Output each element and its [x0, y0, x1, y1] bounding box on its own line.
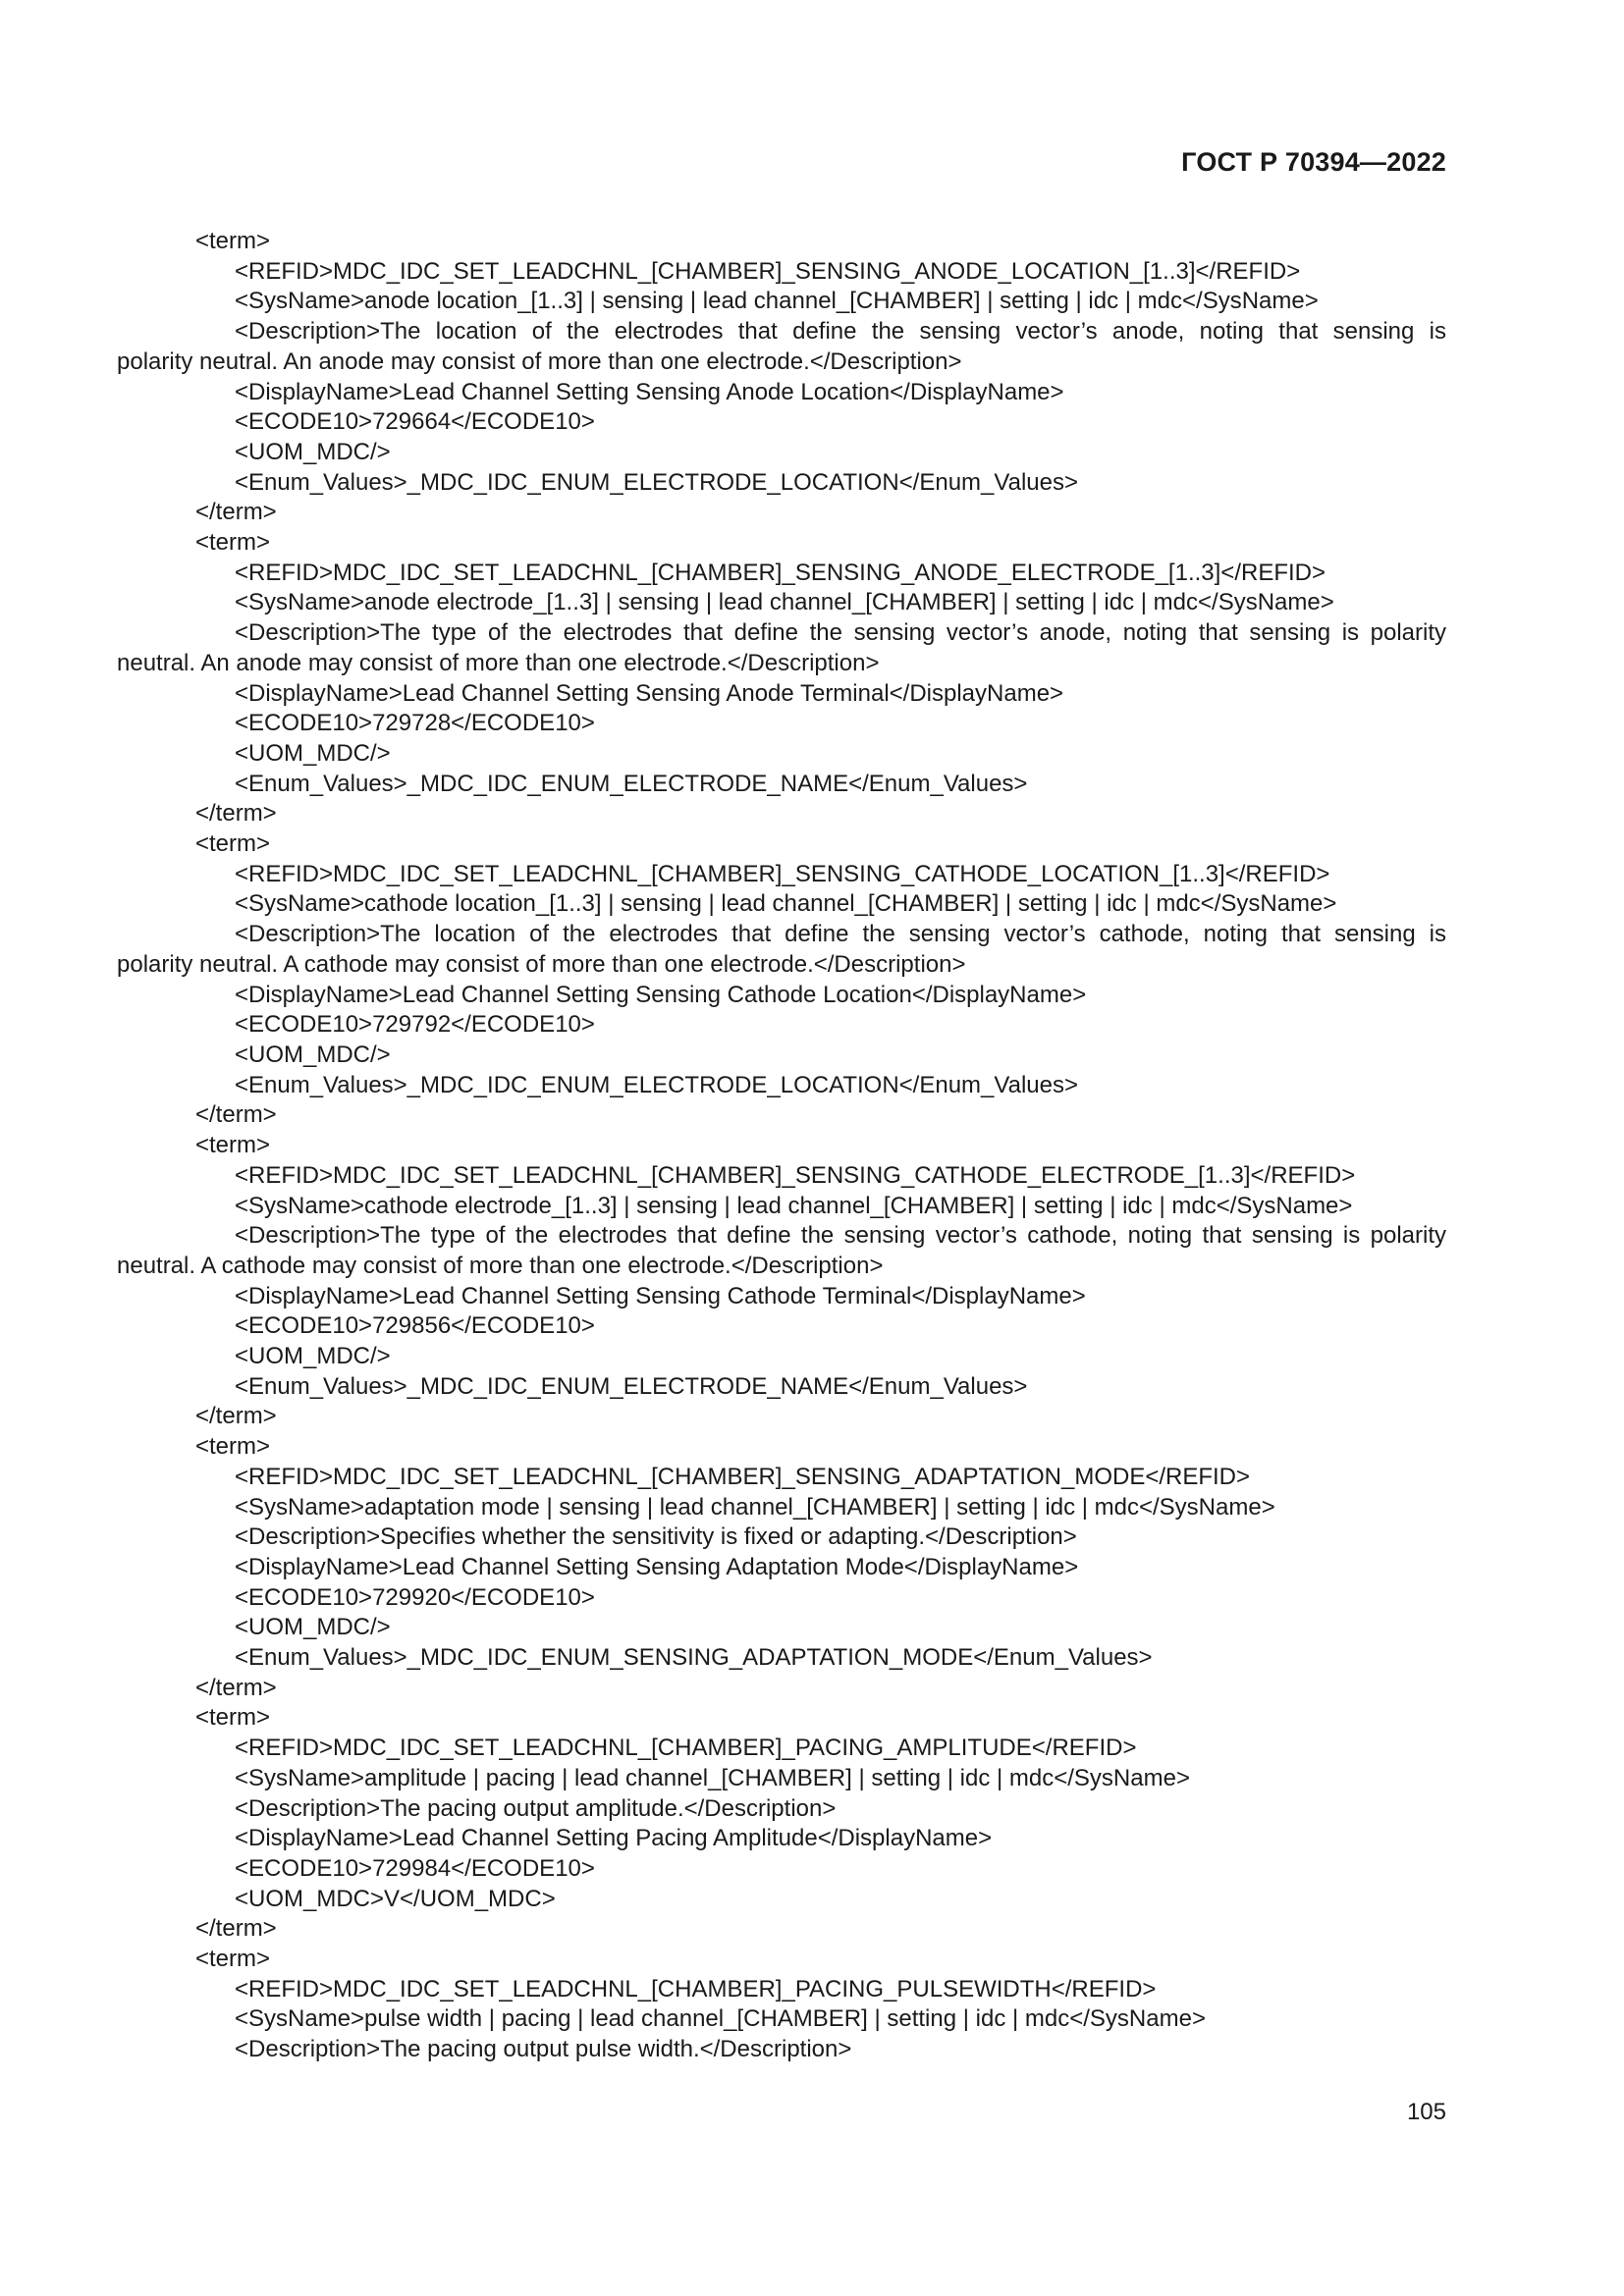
uom-line: <UOM_MDC>V</UOM_MDC>: [235, 1885, 556, 1912]
term-open-tag: <term>: [195, 529, 271, 557]
page-number: 105: [1406, 2099, 1446, 2125]
description-line-1: <Description>The type of the electrodes that define the sensing vector’s anode, noting that sensing is polarity: [235, 619, 1446, 647]
enum-values-line: <Enum_Values>_MDC_IDC_ENUM_SENSING_ADAPTATION_MODE</Enum_Values>: [235, 1644, 1153, 1672]
refid-line: <REFID>MDC_IDC_SET_LEADCHNL_[CHAMBER]_PACING_PULSEWIDTH</REFID>: [235, 1975, 1157, 2002]
term-close-tag: </term>: [195, 1403, 277, 1430]
term-open-tag: <term>: [195, 830, 271, 858]
term-open-tag: <term>: [195, 1704, 271, 1732]
sysname-line: <SysName>pulse width | pacing | lead channel_[CHAMBER] | setting | idc | mdc</SysName>: [235, 2005, 1206, 2033]
ecode-line: <ECODE10>729984</ECODE10>: [235, 1854, 595, 1882]
term-close-tag: </term>: [195, 499, 277, 526]
uom-line: <UOM_MDC/>: [235, 1041, 391, 1068]
description-line-2: polarity neutral. A cathode may consist of more than one electrode.</Description>: [117, 950, 966, 978]
term-open-tag: <term>: [195, 1433, 271, 1461]
term-open-tag: <term>: [195, 1946, 271, 1973]
displayname-line: <DisplayName>Lead Channel Setting Sensing Cathode Terminal</DisplayName>: [235, 1282, 1086, 1309]
description-line: <Description>The pacing output pulse width.</Description>: [235, 2036, 852, 2063]
term-open-tag: <term>: [195, 228, 271, 254]
term-close-tag: </term>: [195, 1101, 277, 1129]
uom-line: <UOM_MDC/>: [235, 1343, 391, 1370]
refid-line: <REFID>MDC_IDC_SET_LEADCHNL_[CHAMBER]_SENSING_CATHODE_LOCATION_[1..3]</REFID>: [235, 860, 1330, 887]
description-line-2: polarity neutral. An anode may consist of more than one electrode.</Description>: [117, 347, 962, 375]
term-close-tag: </term>: [195, 800, 277, 828]
sysname-line: <SysName>cathode electrode_[1..3] | sensing | lead channel_[CHAMBER] | setting | idc | mdc</SysName>: [235, 1192, 1353, 1219]
refid-line: <REFID>MDC_IDC_SET_LEADCHNL_[CHAMBER]_SENSING_CATHODE_ELECTRODE_[1..3]</REFID>: [235, 1161, 1356, 1189]
ecode-line: <ECODE10>729728</ECODE10>: [235, 710, 595, 737]
displayname-line: <DisplayName>Lead Channel Setting Sensing Cathode Location</DisplayName>: [235, 981, 1087, 1008]
sysname-line: <SysName>amplitude | pacing | lead channel_[CHAMBER] | setting | idc | mdc</SysName>: [235, 1764, 1190, 1791]
displayname-line: <DisplayName>Lead Channel Setting Sensing Adaptation Mode</DisplayName>: [235, 1553, 1079, 1580]
ecode-line: <ECODE10>729664</ECODE10>: [235, 408, 595, 436]
description-line-2: neutral. A cathode may consist of more than one electrode.</Description>: [117, 1252, 884, 1279]
refid-line: <REFID>MDC_IDC_SET_LEADCHNL_[CHAMBER]_SENSING_ANODE_LOCATION_[1..3]</REFID>: [235, 257, 1301, 285]
xml-listing: [117, 227, 1446, 2065]
ecode-line: <ECODE10>729792</ECODE10>: [235, 1011, 595, 1039]
displayname-line: <DisplayName>Lead Channel Setting Sensing Anode Terminal</DisplayName>: [235, 679, 1064, 707]
uom-line: <UOM_MDC/>: [235, 739, 391, 767]
enum-values-line: <Enum_Values>_MDC_IDC_ENUM_ELECTRODE_NAME</Enum_Values>: [235, 1372, 1028, 1400]
refid-line: <REFID>MDC_IDC_SET_LEADCHNL_[CHAMBER]_SENSING_ANODE_ELECTRODE_[1..3]</REFID>: [235, 559, 1326, 586]
description-line-1: <Description>The location of the electrodes that define the sensing vector’s anode, noting that sensing is: [235, 318, 1446, 346]
description-line: <Description>Specifies whether the sensitivity is fixed or adapting.</Description>: [235, 1523, 1077, 1551]
description-block: [117, 317, 1446, 377]
standard-header: ГОСТ Р 70394—2022: [1181, 147, 1446, 177]
term-open-tag: <term>: [195, 1132, 271, 1159]
description-line-1: <Description>The type of the electrodes that define the sensing vector’s cathode, noting that sensing is polarity: [235, 1222, 1446, 1250]
description-block: [117, 618, 1446, 678]
sysname-line: <SysName>cathode location_[1..3] | sensing | lead channel_[CHAMBER] | setting | idc | mdc</SysName>: [235, 890, 1337, 918]
enum-values-line: <Enum_Values>_MDC_IDC_ENUM_ELECTRODE_LOCATION</Enum_Values>: [235, 1071, 1079, 1098]
description-line-1: <Description>The location of the electrodes that define the sensing vector’s cathode, noting that sensing is: [235, 921, 1446, 948]
sysname-line: <SysName>anode location_[1..3] | sensing | lead channel_[CHAMBER] | setting | idc | mdc</SysName>: [235, 288, 1319, 315]
description-line-2: neutral. An anode may consist of more than one electrode.</Description>: [117, 649, 880, 676]
term-close-tag: </term>: [195, 1674, 277, 1701]
description-line: <Description>The pacing output amplitude.</Description>: [235, 1794, 837, 1822]
sysname-line: <SysName>adaptation mode | sensing | lead channel_[CHAMBER] | setting | idc | mdc</SysName>: [235, 1493, 1275, 1521]
uom-line: <UOM_MDC/>: [235, 438, 391, 465]
refid-line: <REFID>MDC_IDC_SET_LEADCHNL_[CHAMBER]_SENSING_ADAPTATION_MODE</REFID>: [235, 1463, 1251, 1490]
enum-values-line: <Enum_Values>_MDC_IDC_ENUM_ELECTRODE_LOCATION</Enum_Values>: [235, 468, 1079, 496]
sysname-line: <SysName>anode electrode_[1..3] | sensing | lead channel_[CHAMBER] | setting | idc | mdc</SysName>: [235, 589, 1334, 616]
description-block: [117, 1221, 1446, 1281]
displayname-line: <DisplayName>Lead Channel Setting Pacing Amplitude</DisplayName>: [235, 1825, 993, 1852]
uom-line: <UOM_MDC/>: [235, 1614, 391, 1641]
term-close-tag: </term>: [195, 1915, 277, 1943]
refid-line: <REFID>MDC_IDC_SET_LEADCHNL_[CHAMBER]_PACING_AMPLITUDE</REFID>: [235, 1735, 1137, 1762]
ecode-line: <ECODE10>729920</ECODE10>: [235, 1583, 595, 1611]
ecode-line: <ECODE10>729856</ECODE10>: [235, 1312, 595, 1340]
description-block: [117, 920, 1446, 980]
displayname-line: <DisplayName>Lead Channel Setting Sensing Anode Location</DisplayName>: [235, 378, 1064, 405]
enum-values-line: <Enum_Values>_MDC_IDC_ENUM_ELECTRODE_NAME</Enum_Values>: [235, 770, 1028, 797]
